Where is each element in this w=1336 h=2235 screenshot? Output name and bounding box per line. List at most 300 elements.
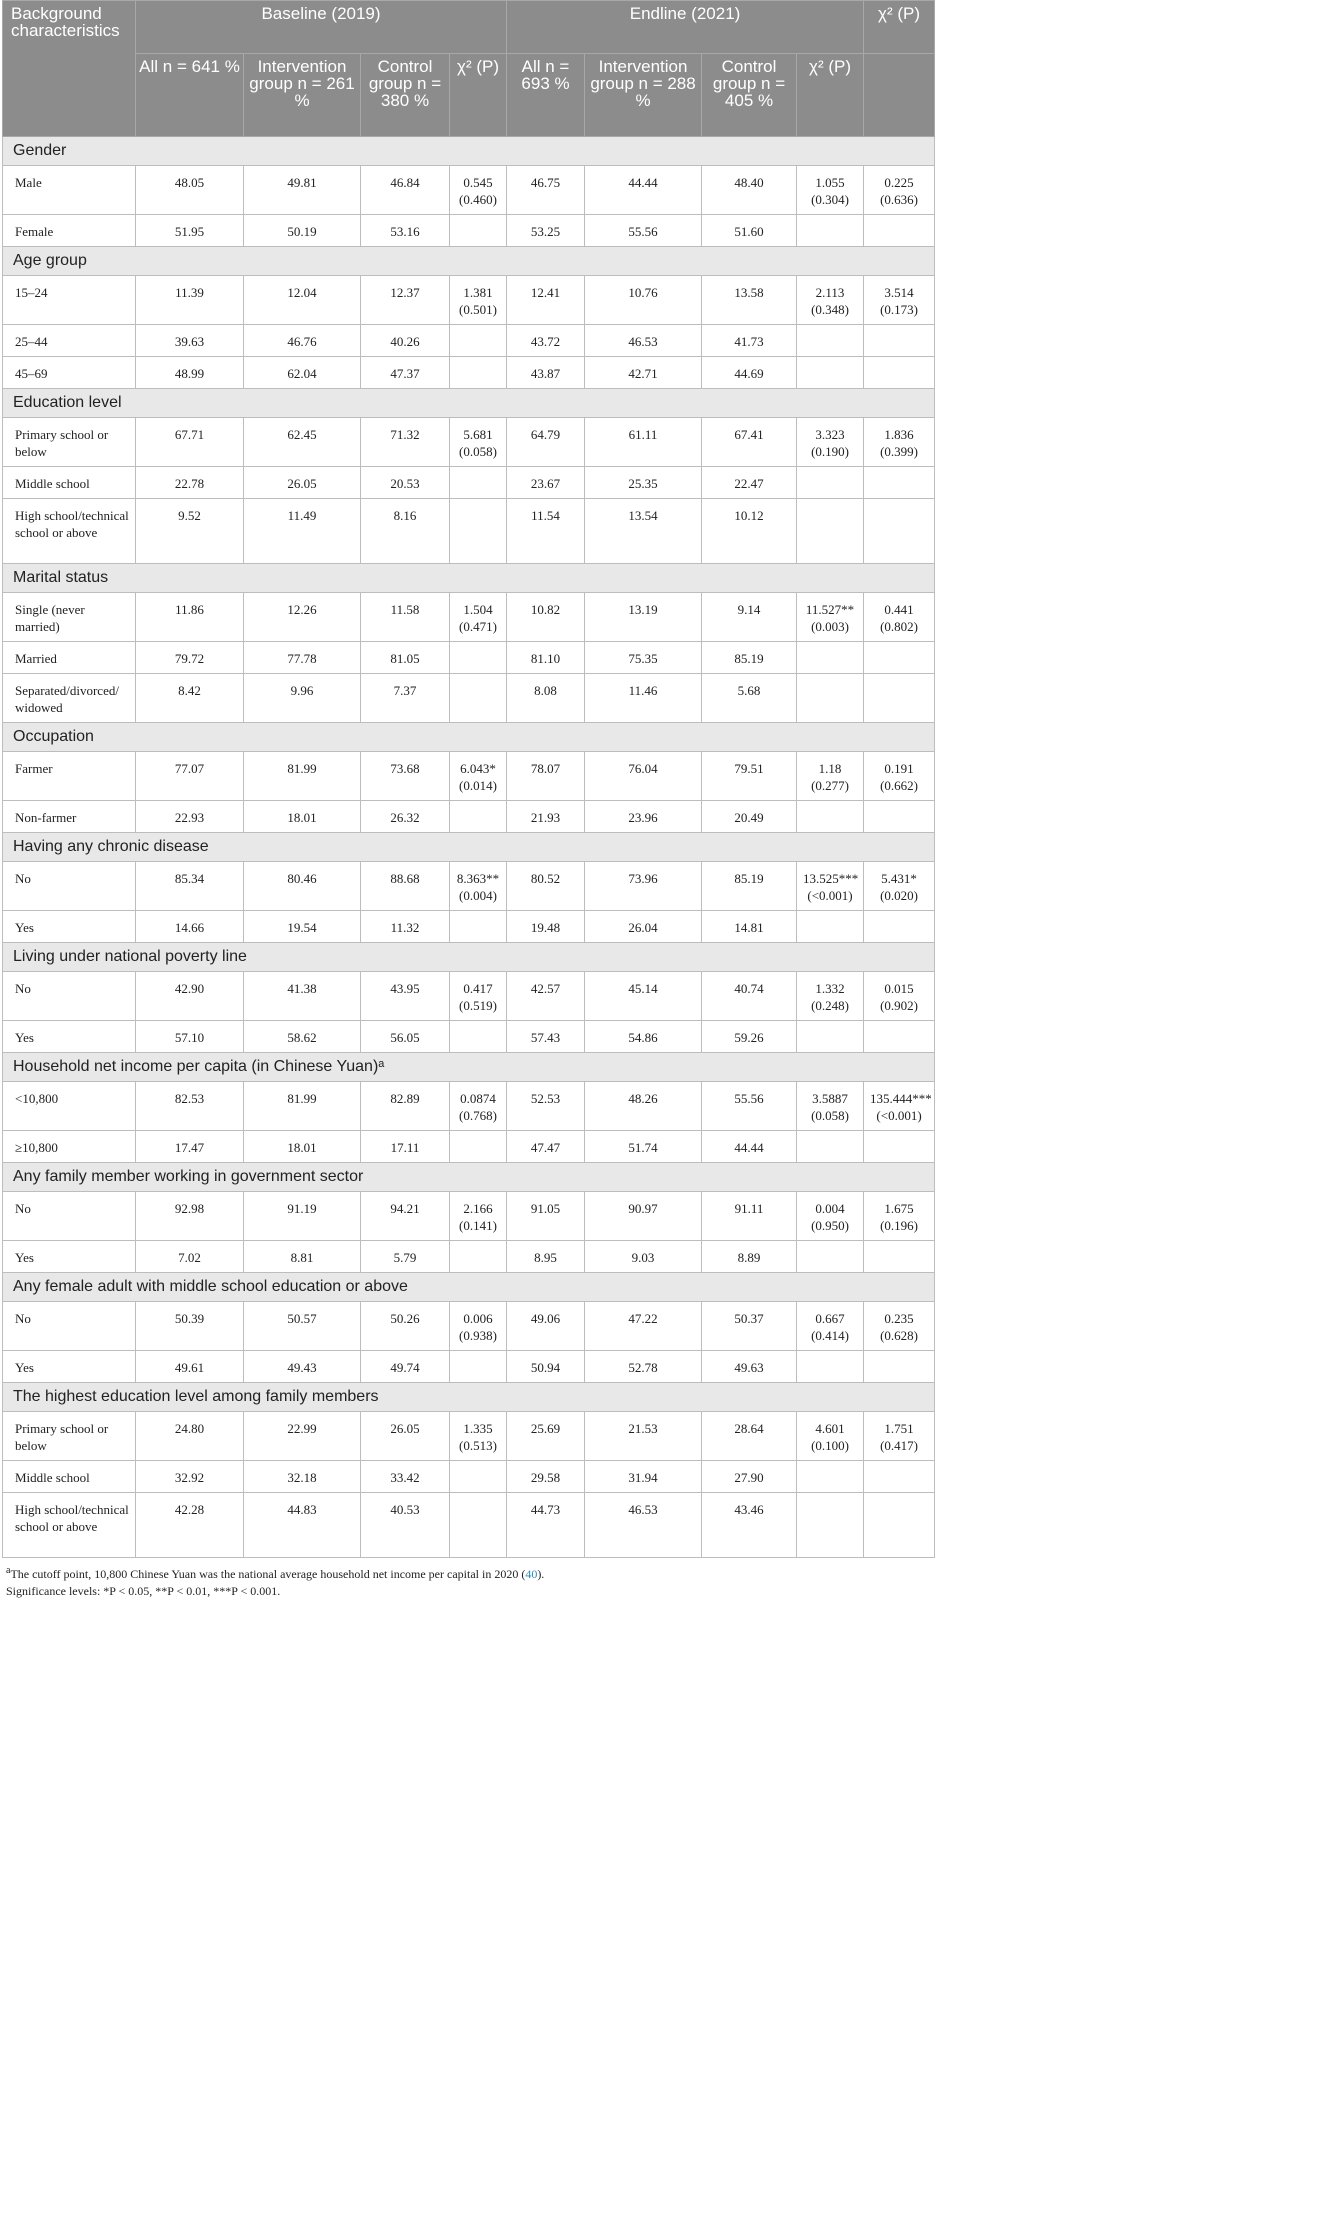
table-cell: 90.97	[585, 1192, 702, 1241]
table-cell	[864, 325, 935, 357]
table-cell: 78.07	[507, 752, 585, 801]
table-cell: 1.055 (0.304)	[797, 166, 864, 215]
table-cell: 51.74	[585, 1131, 702, 1163]
row-label: Farmer	[3, 752, 136, 801]
table-cell: 5.431* (0.020)	[864, 862, 935, 911]
table-row	[3, 642, 935, 674]
table-cell	[797, 674, 864, 723]
section-row	[3, 723, 935, 752]
table-cell	[797, 642, 864, 674]
row-label: High school/technical school or above	[3, 499, 136, 564]
section-row	[3, 833, 935, 862]
table-cell: 57.43	[507, 1021, 585, 1053]
table-cell: 91.19	[244, 1192, 361, 1241]
row-label: Single (never married)	[3, 593, 136, 642]
table-cell: 6.043* (0.014)	[450, 752, 507, 801]
section-row	[3, 389, 935, 418]
section-title: Living under national poverty line	[3, 943, 935, 972]
table-cell	[450, 1351, 507, 1383]
table-cell: 44.44	[702, 1131, 797, 1163]
table-cell	[864, 642, 935, 674]
row-label: Married	[3, 642, 136, 674]
subheader-col-2: Intervention group n = 261 %	[244, 54, 361, 137]
table-cell: 13.525*** (<0.001)	[797, 862, 864, 911]
table-cell: 77.07	[136, 752, 244, 801]
table-cell: 26.05	[361, 1412, 450, 1461]
table-cell	[450, 674, 507, 723]
table-row	[3, 972, 935, 1021]
row-label: Yes	[3, 1351, 136, 1383]
table-row	[3, 166, 935, 215]
table-cell	[864, 499, 935, 564]
table-cell: 12.26	[244, 593, 361, 642]
table-row	[3, 674, 935, 723]
section-title: Any family member working in government sector	[3, 1163, 935, 1192]
table-cell: 8.95	[507, 1241, 585, 1273]
table-cell: 11.58	[361, 593, 450, 642]
table-cell: 5.79	[361, 1241, 450, 1273]
table-cell	[864, 1493, 935, 1558]
table-cell	[797, 1241, 864, 1273]
table-row	[3, 467, 935, 499]
table-cell: 49.74	[361, 1351, 450, 1383]
table-cell: 47.37	[361, 357, 450, 389]
row-label: Middle school	[3, 467, 136, 499]
table-cell: 67.41	[702, 418, 797, 467]
table-cell: 44.44	[585, 166, 702, 215]
table-cell: 22.99	[244, 1412, 361, 1461]
table-cell: 0.235 (0.628)	[864, 1302, 935, 1351]
table-cell	[864, 801, 935, 833]
table-cell: 73.68	[361, 752, 450, 801]
reference-link[interactable]: 40	[525, 1567, 538, 1581]
section-row	[3, 564, 935, 593]
table-row	[3, 1241, 935, 1273]
table-cell: 18.01	[244, 801, 361, 833]
row-label: No	[3, 1302, 136, 1351]
table-cell: 9.96	[244, 674, 361, 723]
table-cell: 81.99	[244, 752, 361, 801]
table-cell: 1.836 (0.399)	[864, 418, 935, 467]
table-cell: 48.99	[136, 357, 244, 389]
table-cell: 46.53	[585, 1493, 702, 1558]
table-cell: 80.46	[244, 862, 361, 911]
subheader-col-4: χ² (P)	[450, 54, 507, 137]
table-cell: 80.52	[507, 862, 585, 911]
header-characteristics: Background characteristics	[3, 1, 136, 137]
table-cell: 11.527** (0.003)	[797, 593, 864, 642]
baseline-characteristics-table	[2, 0, 935, 1558]
table-cell: 42.28	[136, 1493, 244, 1558]
table-cell: 62.45	[244, 418, 361, 467]
section-title: Having any chronic disease	[3, 833, 935, 862]
row-label: 25–44	[3, 325, 136, 357]
section-title: Marital status	[3, 564, 935, 593]
table-cell: 0.015 (0.902)	[864, 972, 935, 1021]
table-cell: 47.47	[507, 1131, 585, 1163]
table-cell	[797, 215, 864, 247]
table-cell: 54.86	[585, 1021, 702, 1053]
table-cell: 135.444*** (<0.001)	[864, 1082, 935, 1131]
table-cell	[864, 215, 935, 247]
table-cell: 8.16	[361, 499, 450, 564]
section-row	[3, 1053, 935, 1082]
section-row	[3, 137, 935, 166]
row-label: Primary school or below	[3, 418, 136, 467]
header-endline: Endline (2021)	[507, 1, 864, 54]
table-cell: 2.113 (0.348)	[797, 276, 864, 325]
subheader-col-5: All n = 693 %	[507, 54, 585, 137]
table-cell: 21.93	[507, 801, 585, 833]
table-cell: 1.381 (0.501)	[450, 276, 507, 325]
table-header	[3, 1, 935, 137]
table-cell: 18.01	[244, 1131, 361, 1163]
table-row	[3, 1302, 935, 1351]
table-cell: 19.54	[244, 911, 361, 943]
table-cell: 50.19	[244, 215, 361, 247]
table-cell: 44.69	[702, 357, 797, 389]
table-cell: 44.73	[507, 1493, 585, 1558]
table-cell: 3.323 (0.190)	[797, 418, 864, 467]
table-cell: 85.34	[136, 862, 244, 911]
table-cell	[864, 357, 935, 389]
subheader-col-7: Control group n = 405 %	[702, 54, 797, 137]
table-cell: 79.72	[136, 642, 244, 674]
section-title: Household net income per capita (in Chinese Yuan)ᵃ	[3, 1053, 935, 1082]
table-cell: 49.43	[244, 1351, 361, 1383]
table-cell: 9.14	[702, 593, 797, 642]
table-cell	[864, 1461, 935, 1493]
table-cell: 50.57	[244, 1302, 361, 1351]
table-cell	[797, 467, 864, 499]
table-row	[3, 862, 935, 911]
table-row	[3, 752, 935, 801]
table-row	[3, 499, 935, 564]
table-cell: 22.47	[702, 467, 797, 499]
row-label: <10,800	[3, 1082, 136, 1131]
table-cell: 51.95	[136, 215, 244, 247]
table-cell	[797, 357, 864, 389]
table-cell: 40.26	[361, 325, 450, 357]
table-cell: 49.61	[136, 1351, 244, 1383]
table-cell: 25.69	[507, 1412, 585, 1461]
table-cell: 64.79	[507, 418, 585, 467]
table-cell: 3.5887 (0.058)	[797, 1082, 864, 1131]
table-cell: 88.68	[361, 862, 450, 911]
subheader-col-3: Control group n = 380 %	[361, 54, 450, 137]
table-cell: 62.04	[244, 357, 361, 389]
table-cell: 81.05	[361, 642, 450, 674]
table-cell: 0.417 (0.519)	[450, 972, 507, 1021]
table-row	[3, 801, 935, 833]
footnotes	[0, 1558, 936, 1604]
table-cell: 22.78	[136, 467, 244, 499]
table-cell	[864, 911, 935, 943]
table-cell: 81.99	[244, 1082, 361, 1131]
table-cell: 8.42	[136, 674, 244, 723]
table-row	[3, 357, 935, 389]
table-cell: 44.83	[244, 1493, 361, 1558]
table-row	[3, 593, 935, 642]
row-label: Separated/divorced/ widowed	[3, 674, 136, 723]
table-cell: 1.751 (0.417)	[864, 1412, 935, 1461]
table-cell: 82.53	[136, 1082, 244, 1131]
table-cell: 46.53	[585, 325, 702, 357]
table-cell: 49.63	[702, 1351, 797, 1383]
section-title: Education level	[3, 389, 935, 418]
table-cell	[864, 674, 935, 723]
row-label: ≥10,800	[3, 1131, 136, 1163]
row-label: Non-farmer	[3, 801, 136, 833]
section-title: Age group	[3, 247, 935, 276]
table-cell: 79.51	[702, 752, 797, 801]
row-label: Male	[3, 166, 136, 215]
row-label: Yes	[3, 1241, 136, 1273]
table-cell: 49.06	[507, 1302, 585, 1351]
table-cell: 12.37	[361, 276, 450, 325]
table-cell: 19.48	[507, 911, 585, 943]
table-cell: 11.49	[244, 499, 361, 564]
table-cell	[797, 1021, 864, 1053]
table-cell: 40.53	[361, 1493, 450, 1558]
table-cell: 14.66	[136, 911, 244, 943]
section-title: Any female adult with middle school education or above	[3, 1273, 935, 1302]
footnote-a: $^a$The cutoff point, 10,800 Chinese Yuan was the national average household net income per capital in 2020 (40).	[6, 1565, 545, 1581]
table-cell: 42.57	[507, 972, 585, 1021]
table-cell	[450, 215, 507, 247]
table-cell: 5.68	[702, 674, 797, 723]
section-row	[3, 1273, 935, 1302]
table-cell: 50.26	[361, 1302, 450, 1351]
section-row	[3, 943, 935, 972]
table-cell: 32.92	[136, 1461, 244, 1493]
table-row	[3, 1412, 935, 1461]
table-cell: 2.166 (0.141)	[450, 1192, 507, 1241]
table-cell: 92.98	[136, 1192, 244, 1241]
table-cell: 67.71	[136, 418, 244, 467]
table-cell	[450, 1131, 507, 1163]
table-cell	[797, 911, 864, 943]
table-cell: 20.53	[361, 467, 450, 499]
table-cell: 26.05	[244, 467, 361, 499]
table-cell: 28.64	[702, 1412, 797, 1461]
table-cell: 40.74	[702, 972, 797, 1021]
table-cell: 17.11	[361, 1131, 450, 1163]
table-row	[3, 1192, 935, 1241]
table-cell	[797, 1351, 864, 1383]
section-title: Occupation	[3, 723, 935, 752]
table-cell: 50.94	[507, 1351, 585, 1383]
header-chi2p: χ² (P)	[864, 1, 935, 54]
table-row	[3, 418, 935, 467]
section-row	[3, 247, 935, 276]
table-cell: 46.84	[361, 166, 450, 215]
table-cell	[864, 1351, 935, 1383]
table-cell: 50.37	[702, 1302, 797, 1351]
table-cell	[797, 325, 864, 357]
table-cell: 13.19	[585, 593, 702, 642]
table-cell: 48.26	[585, 1082, 702, 1131]
row-label: 15–24	[3, 276, 136, 325]
table-cell: 41.38	[244, 972, 361, 1021]
table-cell: 77.78	[244, 642, 361, 674]
table-cell	[797, 499, 864, 564]
row-label: Primary school or below	[3, 1412, 136, 1461]
table-cell: 1.335 (0.513)	[450, 1412, 507, 1461]
table-cell: 51.60	[702, 215, 797, 247]
table-cell: 12.41	[507, 276, 585, 325]
table-cell: 59.26	[702, 1021, 797, 1053]
table-cell: 10.82	[507, 593, 585, 642]
table-cell: 11.46	[585, 674, 702, 723]
table-cell	[797, 1493, 864, 1558]
table-cell	[864, 1131, 935, 1163]
table-cell: 32.18	[244, 1461, 361, 1493]
table-cell: 50.39	[136, 1302, 244, 1351]
table-cell: 24.80	[136, 1412, 244, 1461]
table-cell: 21.53	[585, 1412, 702, 1461]
table-cell: 8.08	[507, 674, 585, 723]
table-cell: 57.10	[136, 1021, 244, 1053]
table-cell	[864, 467, 935, 499]
table-cell: 82.89	[361, 1082, 450, 1131]
table-cell: 73.96	[585, 862, 702, 911]
table-cell: 91.11	[702, 1192, 797, 1241]
table-cell: 71.32	[361, 418, 450, 467]
table-cell	[864, 1241, 935, 1273]
section-title: Gender	[3, 137, 935, 166]
table-row	[3, 276, 935, 325]
section-row	[3, 1383, 935, 1412]
table-cell: 52.53	[507, 1082, 585, 1131]
table-cell: 94.21	[361, 1192, 450, 1241]
table-cell: 11.54	[507, 499, 585, 564]
table-cell: 1.18 (0.277)	[797, 752, 864, 801]
row-label: High school/technical school or above	[3, 1493, 136, 1558]
table-cell: 46.76	[244, 325, 361, 357]
table-cell: 39.63	[136, 325, 244, 357]
table-cell: 43.87	[507, 357, 585, 389]
table-cell: 85.19	[702, 642, 797, 674]
table-cell: 49.81	[244, 166, 361, 215]
table-row	[3, 1021, 935, 1053]
table-cell: 43.46	[702, 1493, 797, 1558]
subheader-col-6: Intervention group n = 288 %	[585, 54, 702, 137]
table-cell: 46.75	[507, 166, 585, 215]
table-cell	[450, 467, 507, 499]
table-cell: 42.90	[136, 972, 244, 1021]
table-cell: 4.601 (0.100)	[797, 1412, 864, 1461]
table-cell: 29.58	[507, 1461, 585, 1493]
section-row	[3, 1163, 935, 1192]
table-cell: 91.05	[507, 1192, 585, 1241]
row-label: No	[3, 1192, 136, 1241]
table-cell: 5.681 (0.058)	[450, 418, 507, 467]
table-cell: 52.78	[585, 1351, 702, 1383]
table-cell	[450, 1493, 507, 1558]
table-cell: 11.39	[136, 276, 244, 325]
table-cell	[797, 1131, 864, 1163]
table-cell: 58.62	[244, 1021, 361, 1053]
table-cell: 27.90	[702, 1461, 797, 1493]
table-cell: 23.96	[585, 801, 702, 833]
table-cell: 0.225 (0.636)	[864, 166, 935, 215]
header-baseline: Baseline (2019)	[136, 1, 507, 54]
table-cell: 0.004 (0.950)	[797, 1192, 864, 1241]
table-cell: 22.93	[136, 801, 244, 833]
table-cell: 85.19	[702, 862, 797, 911]
table-cell	[450, 801, 507, 833]
table-cell	[450, 1461, 507, 1493]
table-cell: 0.191 (0.662)	[864, 752, 935, 801]
table-cell: 17.47	[136, 1131, 244, 1163]
table-cell: 14.81	[702, 911, 797, 943]
table-cell: 31.94	[585, 1461, 702, 1493]
table-cell: 56.05	[361, 1021, 450, 1053]
table-cell: 8.81	[244, 1241, 361, 1273]
table-row	[3, 1493, 935, 1558]
table-cell: 43.95	[361, 972, 450, 1021]
table-cell: 25.35	[585, 467, 702, 499]
table-cell	[450, 911, 507, 943]
table-row	[3, 1131, 935, 1163]
row-label: 45–69	[3, 357, 136, 389]
table-cell: 20.49	[702, 801, 797, 833]
row-label: Female	[3, 215, 136, 247]
table-cell: 43.72	[507, 325, 585, 357]
table-cell: 81.10	[507, 642, 585, 674]
table-cell: 11.86	[136, 593, 244, 642]
table-cell: 12.04	[244, 276, 361, 325]
table-cell: 0.545 (0.460)	[450, 166, 507, 215]
table-row	[3, 215, 935, 247]
row-label: No	[3, 972, 136, 1021]
table-cell: 75.35	[585, 642, 702, 674]
table-cell	[450, 357, 507, 389]
table-row	[3, 1351, 935, 1383]
subheader-col-1: All n = 641 %	[136, 54, 244, 137]
table-cell	[450, 1021, 507, 1053]
table-row	[3, 325, 935, 357]
table-cell: 48.40	[702, 166, 797, 215]
table-cell: 8.363** (0.004)	[450, 862, 507, 911]
table-cell: 13.58	[702, 276, 797, 325]
table-row	[3, 1082, 935, 1131]
table-cell: 7.02	[136, 1241, 244, 1273]
table-cell: 7.37	[361, 674, 450, 723]
subheader-col-8: χ² (P)	[797, 54, 864, 137]
table-cell: 0.667 (0.414)	[797, 1302, 864, 1351]
table-cell: 1.332 (0.248)	[797, 972, 864, 1021]
table-cell: 41.73	[702, 325, 797, 357]
table-row	[3, 1461, 935, 1493]
table-cell: 45.14	[585, 972, 702, 1021]
table-cell	[797, 801, 864, 833]
table-cell: 8.89	[702, 1241, 797, 1273]
table-cell: 33.42	[361, 1461, 450, 1493]
table-cell	[450, 325, 507, 357]
table-cell	[450, 642, 507, 674]
table-row	[3, 911, 935, 943]
row-label: No	[3, 862, 136, 911]
table-cell: 26.04	[585, 911, 702, 943]
row-label: Yes	[3, 1021, 136, 1053]
table-cell	[797, 1461, 864, 1493]
table-cell: 47.22	[585, 1302, 702, 1351]
table-cell: 26.32	[361, 801, 450, 833]
section-title: The highest education level among family members	[3, 1383, 935, 1412]
table-cell: 1.504 (0.471)	[450, 593, 507, 642]
